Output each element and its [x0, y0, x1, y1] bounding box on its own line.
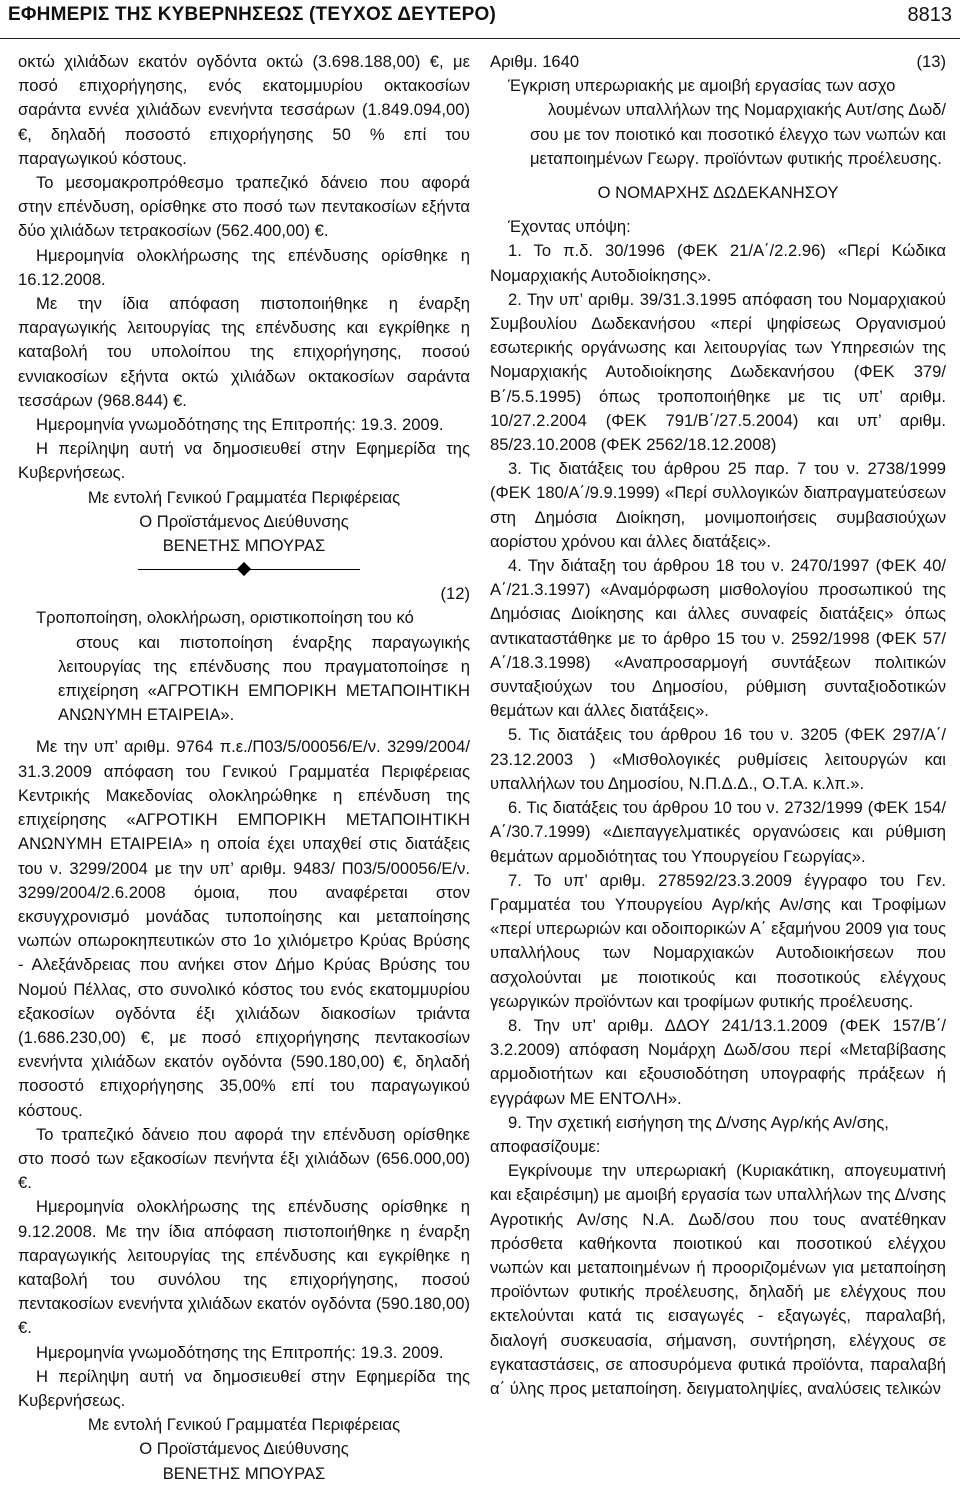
diamond-icon	[237, 562, 251, 576]
right-column	[490, 50, 946, 1401]
left-column	[18, 50, 470, 1486]
we-decide: αποφασίζουμε:	[490, 1136, 601, 1156]
list-item: 5. Τις διατάξεις του άρθρου 16 του ν. 3205 (ΦΕΚ 297/Α΄/ 23.12.2003 ) «Μισθολογικές ρυθμίσεις λειτουργών και υπαλλήλων του Δημοσίου, Ν.Π.Δ.Δ., Ο.Τ.Α. κ.λπ.».	[490, 725, 946, 793]
paragraph: Με την ίδια απόφαση πιστοποιήθηκε η έναρξη παραγωγικής λειτουργίας της επένδυσης και εγκρίθηκε η καταβολή του υπολοίπου της επιχορήγησης, ποσού εννιακοσίων εξήντα οκτώ χιλιάδων οκτακοσίων σαράντα τεσσάρων (968.844) €.	[18, 294, 470, 410]
authority-heading: Ο ΝΟΜΑΡΧΗΣ ΔΩΔΕΚΑΝΗΣΟΥ	[597, 183, 839, 203]
signature-name: ΒΕΝΕΤΗΣ ΜΠΟΥΡΑΣ	[162, 1463, 326, 1483]
decision-subject	[490, 74, 946, 171]
decision-title-first: Τροποποίηση, ολοκλήρωση, οριστικοποίηση του κό	[36, 608, 414, 628]
paragraph: Η περίληψη αυτή να δημοσιευθεί στην Εφημερίδα της Κυβερνήσεως.	[18, 1366, 470, 1410]
paragraph: Ημερομηνία γνωμοδότησης της Επιτροπής: 19.3. 2009.	[36, 1342, 444, 1362]
signature-line: Με εντολή Γενικού Γραμματέα Περιφέρειας	[87, 487, 401, 507]
signature-name: ΒΕΝΕΤΗΣ ΜΠΟΥΡΑΣ	[162, 536, 326, 556]
signature-line: Ο Προϊστάμενος Διεύθυνσης	[139, 1439, 349, 1459]
paragraph: Το τραπεζικό δάνειο που αφορά την επένδυση ορίσθηκε στο ποσό των εξακοσίων πενήντα έξι χιλιάδων (656.000,00) €.	[18, 1124, 470, 1193]
decision-title	[18, 606, 470, 727]
having-regard: Έχοντας υπόψη:	[508, 217, 631, 237]
decision-title-rest: στους και πιστοποίηση έναρξης παραγωγικής λειτουργίας της επένδυσης που πραγματοποίησε η επιχείρηση «ΑΓΡΟΤΙΚΗ ΕΜΠΟΡΙΚΗ ΜΕΤΑΠΟΙΗΤΙΚΗ ΑΝΩΝΥΜΗ ΕΤΑΙΡΕΙΑ».	[58, 632, 470, 725]
paragraph: Ημερομηνία ολοκλήρωσης της επένδυσης ορίσθηκε η 16.12.2008.	[18, 245, 470, 289]
paragraph: Με την υπ’ αριθμ. 9764 π.ε./Π03/5/00056/Ε/ν. 3299/2004/ 31.3.2009 απόφαση του Γενικού Γραμματέα Περιφέρειας Κεντρικής Μακεδονίας ολοκληρώθηκε η επένδυση της επιχείρησης «ΑΓΡΟΤΙΚΗ ΕΜΠΟΡΙΚΗ ΜΕΤΑΠΟΙΗΤΙΚΗ ΑΝΩΝΥΜΗ ΕΤΑΙΡΕΙΑ» η οποία έχει υπαχθεί στις διατάξεις του ν. 3299/2004 με την υπ’ αριθμ. 9483/ Π03/5/00056/Ε/ν. 3299/2004/2.6.2008 όμοια, που αναφέρεται στον εκσυγχρονισμό μονάδας τυποποίησης και μεταποίησης νωπών οπωροκηπευτικών στο 1ο χιλιόμετρο Κρύας Βρύσης - Αλεξάνδρειας που ανήκει στον Δήμο Κρύας Βρύσης του Νομού Πέλλας, στο συνολικό κόστος του ενός εκατομμυρίου εξακοσίων ογδόντα έξι χιλιάδων διακοσίων τριάντα (1.686.230,00) €, με ποσό επιχορήγησης πεντακοσίων ενενήντα χιλιάδων εκατόν ογδόντα (590.180,00) €, δηλαδή ποσοστό επιχορήγησης 35,00% επί του παραγωγικού κόστους.	[18, 737, 470, 1120]
gazette-title: ΕΦΗΜΕΡΙΣ ΤΗΣ ΚΥΒΕΡΝΗΣΕΩΣ (ΤΕΥΧΟΣ ΔΕΥΤΕΡΟ)	[8, 4, 496, 25]
list-item: 9. Την σχετική εισήγηση της Δ/νσης Αγρ/κής Αν/σης,	[508, 1112, 889, 1132]
decision-header	[490, 50, 946, 74]
decision-number: (12)	[440, 584, 470, 604]
list-item: 1. Το π.δ. 30/1996 (ΦΕΚ 21/Α΄/2.2.96) «Περί Κώδικα Νομαρχιακής Αυτοδιοίκησης».	[490, 241, 946, 285]
section-separator	[18, 558, 470, 582]
paragraph: Το μεσομακροπρόθεσμο τραπεζικό δάνειο που αφορά στην επένδυση, ορίσθηκε στο ποσό των πεντακοσίων εξήντα δύο χιλιάδων τετρακοσίων (562.400,00) €.	[18, 173, 470, 241]
decision-subject-first: Έγκριση υπερωριακής με αμοιβή εργασίας των ασχο	[508, 76, 896, 96]
decision-label: Αριθμ. 1640	[490, 52, 580, 71]
list-item: 8. Την υπ’ αριθμ. ΔΔΟΥ 241/13.1.2009 (ΦΕΚ 157/Β΄/ 3.2.2009) απόφαση Νομάρχη Δωδ/σου περί «Μεταβίβασης αρμοδιοτήτων και εξουσιοδότηση υπογραφής πράξεων ή εγγράφων ΜΕ ΕΝΤΟΛΗ».	[490, 1015, 946, 1108]
paragraph: Η περίληψη αυτή να δημοσιευθεί στην Εφημερίδα της Κυβερνήσεως.	[18, 439, 470, 483]
list-item: 3. Τις διατάξεις του άρθρου 25 παρ. 7 του ν. 2738/1999 (ΦΕΚ 180/Α΄/9.9.1999) «Περί συλλογικών διαπραγματεύσεων στη Δημόσια Διοίκηση, μονιμοποιήσεις συμβασιούχων αορίστου χρόνου και άλλες διατάξεις».	[490, 459, 946, 551]
paragraph: Ημερομηνία ολοκλήρωσης της επένδυσης ορίσθηκε η 9.12.2008. Με την ίδια απόφαση πιστοποιήθηκε η έναρξη παραγωγικής λειτουργίας της επένδυσης και εγκρίθηκε η καταβολή του συνόλου της επιχορήγησης, ποσού πεντακοσίων ενενήντα χιλιάδων εκατόν ογδόντα (590.180,00) €.	[18, 1197, 470, 1338]
list-item: 4. Την διάταξη του άρθρου 18 του ν. 2470/1997 (ΦΕΚ 40/Α΄/21.3.1997) «Αναμόρφωση μισθολογίου προσωπικού της Δημόσιας Διοίκησης και άλλες συναφείς διατάξεις» όπως αντικαταστάθηκε με το άρθρο 15 του ν. 2592/1998 (ΦΕΚ 57/Α΄/18.3.1998) «Αναπροσαρμογή συντάξεων πολιτικών συνταξιούχων του Δημοσίου, ρύθμιση συνταξιοδοτικών θεμάτων και άλλες διατάξεις».	[490, 556, 946, 721]
paragraph: Εγκρίνουμε την υπερωριακή (Κυριακάτικη, απογευματινή και εξαιρέσιμη) με αμοιβή εργασία των υπαλλήλων της Δ/νσης Αγροτικής Αν/σης Ν.Α. Δωδ/σου που τους ανατέθηκαν πρόσθετα καθήκοντα ποιοτικού και ποσοτικού ελέγχου νωπών και μεταποιημένων ή προοριζομένων για μεταποίηση προϊόντων φυτικής προέλευσης, δηλαδή με ελέγχους που εκτελούνται κατά τις εισαγωγές - εξαγωγές, παραλαβή, διαλογή συσκευασία, σήμανση, συντήρηση, ελέγχους σε εγκαταστάσεις, σε αποσυρόμενα φυτικά προϊόντα, παραλαβή α΄ ύλης προς μεταποίηση. δειγματοληψίες, αναλύσεις τελικών	[490, 1161, 946, 1398]
paragraph: οκτώ χιλιάδων εκατόν ογδόντα οκτώ (3.698.188,00) €, με ποσό επιχορήγησης, ενός εκατομμυρίου οκτακοσίων σαράντα εννέα χιλιάδων ενενήντα τεσσάρων (1.849.094,00) €, δηλαδή ποσοστό επιχορήγησης 50 % επί του παραγωγικού κόστους.	[18, 52, 470, 168]
paragraph: Ημερομηνία γνωμοδότησης της Επιτροπής: 19.3. 2009.	[36, 415, 444, 435]
list-item: 6. Τις διατάξεις του άρθρου 10 του ν. 2732/1999 (ΦΕΚ 154/Α΄/30.7.1999) «Διεπαγγελματικές οργανώσεις και ρύθμιση θεμάτων αρμοδιότητας του Υπουργείου Γεωργίας».	[490, 798, 946, 866]
signature-line: Με εντολή Γενικού Γραμματέα Περιφέρειας	[87, 1415, 401, 1435]
decision-number: (13)	[916, 52, 946, 71]
page-header	[0, 0, 960, 39]
list-item: 2. Την υπ’ αριθμ. 39/31.3.1995 απόφαση του Νομαρχιακού Συμβουλίου Δωδεκανήσου «περί ψηφίσεως Οργανισμού εσωτερικής οργάνωσης και λειτουργίας των Υπηρεσιών της Νομαρχιακής Αυτοδιοίκησης Δωδεκανήσου (ΦΕΚ 379/Β΄/5.5.1995) όπως τροποποιήθηκε με τις υπ’ αριθμ. 10/27.2.2004 (ΦΕΚ 791/Β΄/27.5.2004) και υπ’ αριθμ. 85/23.10.2008 (ΦΕΚ 2562/18.12.2008)	[490, 289, 946, 455]
signature-line: Ο Προϊστάμενος Διεύθυνσης	[139, 511, 349, 531]
list-item: 7. Το υπ’ αριθμ. 278592/23.3.2009 έγγραφο του Γεν. Γραμματέα του Υπουργείου Αγρ/κής Αν/σης και Τροφίμων «περί υπερωριών και οδοιπορικών Α΄ εξαμήνου 2009 για τους υπαλλήλους των Νομαρχιακών Αυτοδιοικήσεων που ασχολούνται με ποιοτικούς και ποσοτικούς ελέγχους γεωργικών προϊόντων και τροφίμων φυτικής προέλευσης.	[490, 870, 946, 1011]
page-number: 8813	[907, 4, 952, 26]
decision-subject-rest: λουμένων υπαλλήλων της Νομαρχιακής Αυτ/σης Δωδ/σου με τον ποιοτικό και ποσοτικό έλεγχο των νωπών και μεταποιημένων Γεωργ. προϊόντων φυτικής προέλευσης.	[530, 100, 946, 168]
